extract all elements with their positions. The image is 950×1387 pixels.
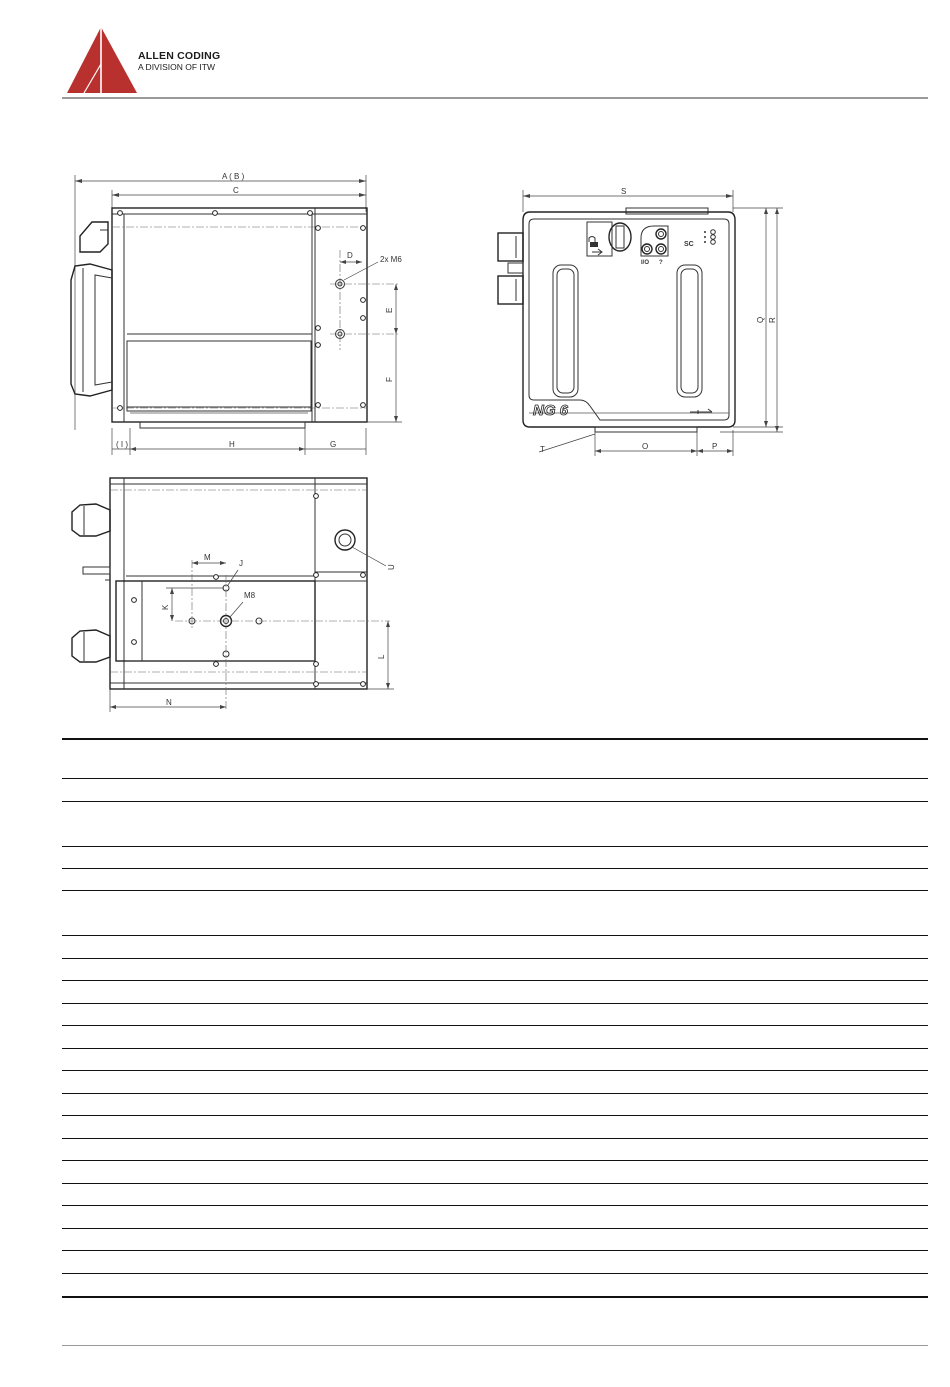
table-top-rule [62, 738, 928, 740]
dim-label-n: N [166, 698, 172, 707]
table-row [62, 1205, 928, 1206]
thread-label-2x-m6: 2x M6 [380, 255, 402, 264]
dim-label-e: E [385, 307, 394, 313]
model-badge-ng6: NG 6 [533, 402, 569, 419]
table-row [62, 1250, 928, 1251]
indicator-label-sc: SC [684, 241, 694, 248]
table-row [62, 1048, 928, 1049]
dim-label-o: O [642, 442, 649, 451]
logo-subtitle-text: A DIVISION OF ITW [138, 62, 215, 72]
table-row [62, 980, 928, 981]
button-label-question: ? [659, 260, 663, 266]
table-row [62, 778, 928, 779]
button-label-io: I/O [641, 260, 650, 266]
table-row [62, 1003, 928, 1004]
table-row [62, 1273, 928, 1274]
side-view [71, 172, 402, 455]
footer-divider [62, 1345, 928, 1346]
table-row [62, 1160, 928, 1161]
table-row [62, 1138, 928, 1139]
logo-brand-text: ALLEN CODING [138, 50, 221, 62]
thread-label-m8: M8 [244, 591, 256, 600]
table-bottom-rule [62, 1296, 928, 1298]
dim-label-c: C [233, 186, 239, 195]
table-row [62, 1070, 928, 1071]
dim-label-l: L [377, 654, 386, 659]
bottom-view [72, 478, 396, 712]
dim-label-f: F [385, 377, 394, 382]
dim-label-a-b: A ( B ) [222, 172, 245, 181]
dim-label-q: Q [756, 316, 765, 323]
table-row [62, 801, 928, 802]
table-row [62, 1115, 928, 1116]
dim-label-i: ( I ) [116, 440, 128, 449]
table-row [62, 958, 928, 959]
dim-label-j: J [239, 559, 243, 568]
table-row [62, 868, 928, 869]
dim-label-d: D [347, 251, 353, 260]
table-row [62, 846, 928, 847]
dim-label-r: R [768, 317, 777, 323]
table-row [62, 1183, 928, 1184]
table-row [62, 1228, 928, 1229]
table-row [62, 1093, 928, 1094]
dim-label-u: U [387, 564, 396, 570]
dim-label-s: S [621, 187, 627, 196]
dim-label-m: M [204, 553, 211, 562]
dim-label-k: K [161, 604, 170, 610]
front-view [498, 187, 783, 456]
dim-label-t: T [540, 445, 545, 454]
table-row [62, 890, 928, 891]
dim-label-p: P [712, 442, 718, 451]
dim-label-g: G [330, 440, 337, 449]
dim-label-h: H [229, 440, 235, 449]
table-row [62, 1025, 928, 1026]
table-row [62, 935, 928, 936]
